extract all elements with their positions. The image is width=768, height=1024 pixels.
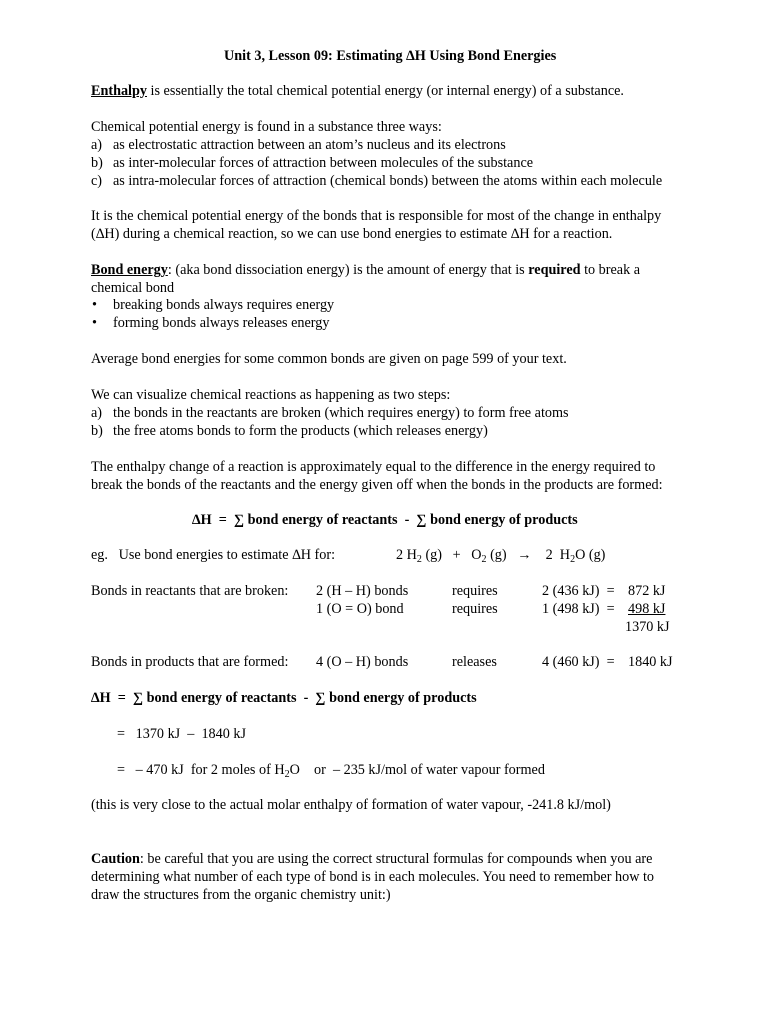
product-calc-oh: 4 (460 kJ) = — [542, 654, 615, 670]
enthalpy-term: Enthalpy — [91, 83, 147, 99]
reactant-bond-oo: 1 (O = O) bond — [316, 601, 404, 617]
products-label: Bonds in products that are formed: — [91, 654, 289, 670]
bond-energy-line2: chemical bond — [91, 280, 175, 296]
bond-energy-definition: Bond energy: (aka bond dissociation energy) is the amount of energy that is required to break a — [91, 262, 641, 278]
average-line: Average bond energies for some common bonds are given on page 599 of your text. — [91, 351, 567, 367]
potential-intro: Chemical potential energy is found in a substance three ways: — [91, 119, 442, 135]
reactant-calc-hh: 2 (436 kJ) = — [542, 583, 615, 599]
bonds-para-line1: It is the chemical potential energy of the bonds that is responsible for most of the change in enthalpy — [91, 208, 662, 224]
visualize-item-a-text: the bonds in the reactants are broken (which requires energy) to form free atoms — [113, 405, 569, 421]
visualize-item-a: a) — [91, 405, 103, 421]
product-action-oh: releases — [452, 654, 497, 670]
caution-term: Caution — [91, 851, 140, 867]
potential-item-c: c) — [91, 173, 103, 189]
visualize-item-b-text: the free atoms bonds to form the products (which releases energy) — [113, 423, 488, 439]
required-emphasis: required — [528, 262, 581, 278]
result-line2: = – 470 kJ for 2 moles of $H_2O$ or – 235 kJ/mol of water vapour formed — [117, 762, 545, 780]
potential-item-b: b) — [91, 155, 103, 171]
visualize-item-b: b) — [91, 423, 103, 439]
actual-value-note: (this is very close to the actual molar enthalpy of formation of water vapour, -241.8 kJ/mol) — [91, 797, 611, 813]
caution-line3: draw the structures from the organic chemistry unit:) — [91, 887, 391, 903]
reactants-total: 1370 kJ — [625, 619, 670, 635]
bullet-icon: • — [92, 297, 97, 313]
caution-line1: Caution: be careful that you are using the correct structural formulas for compounds when you are — [91, 851, 653, 867]
enthalpy-change-line2: break the bonds of the reactants and the energy given off when the bonds in the products are formed: — [91, 477, 663, 493]
potential-item-a-text: as electrostatic attraction between an atom’s nucleus and its electrons — [113, 137, 506, 153]
visualize-intro: We can visualize chemical reactions as happening as two steps: — [91, 387, 451, 403]
potential-item-a: a) — [91, 137, 103, 153]
result-line1: = 1370 kJ – 1840 kJ — [117, 726, 246, 742]
bullet-icon: • — [92, 315, 97, 331]
bonds-para-line2: (∆H) during a chemical reaction, so we can use bond energies to estimate ∆H for a reaction. — [91, 226, 613, 242]
reactant-value-hh: 872 kJ — [628, 583, 666, 599]
enthalpy-formula: ∆H = ∑ bond energy of reactants - ∑ bond energy of products — [192, 512, 578, 528]
reactants-label: Bonds in reactants that are broken: — [91, 583, 289, 599]
reactant-calc-oo: 1 (498 kJ) = — [542, 601, 615, 617]
reactant-bond-hh: 2 (H – H) bonds — [316, 583, 409, 599]
enthalpy-change-line1: The enthalpy change of a reaction is approximately equal to the difference in the energy required to — [91, 459, 656, 475]
enthalpy-definition — [91, 82, 624, 100]
example-equation: 2 $H_2$ $(g) + O_2$ (g) → 2 $H_2O$ (g) — [396, 547, 606, 565]
bullet-breaking: breaking bonds always requires energy — [113, 297, 335, 313]
enthalpy-formula-repeat: ∆H = ∑ bond energy of reactants - ∑ bond energy of products — [91, 690, 477, 706]
bullet-forming: forming bonds always releases energy — [113, 315, 330, 331]
caution-line2: determining what number of each type of bond is in each molecules. You need to remember how to — [91, 869, 655, 885]
product-value-oh: 1840 kJ — [628, 654, 673, 670]
potential-item-b-text: as inter-molecular forces of attraction between molecules of the substance — [113, 155, 534, 171]
potential-item-c-text: as intra-molecular forces of attraction (chemical bonds) between the atoms within each molecule — [113, 173, 663, 189]
enthalpy-text: is essentially the total chemical potential energy (or internal energy) of a substance. — [147, 83, 624, 99]
reactant-action-hh: requires — [452, 583, 498, 599]
product-bond-oh: 4 (O – H) bonds — [316, 654, 409, 670]
page-title: Unit 3, Lesson 09: Estimating ∆H Using Bond Energies — [224, 48, 557, 64]
reactant-action-oo: requires — [452, 601, 498, 617]
example-prefix: eg. Use bond energies to estimate ∆H for: — [91, 547, 336, 563]
reactant-value-oo: 498 kJ — [628, 601, 666, 617]
bond-energy-term: Bond energy — [91, 262, 168, 278]
